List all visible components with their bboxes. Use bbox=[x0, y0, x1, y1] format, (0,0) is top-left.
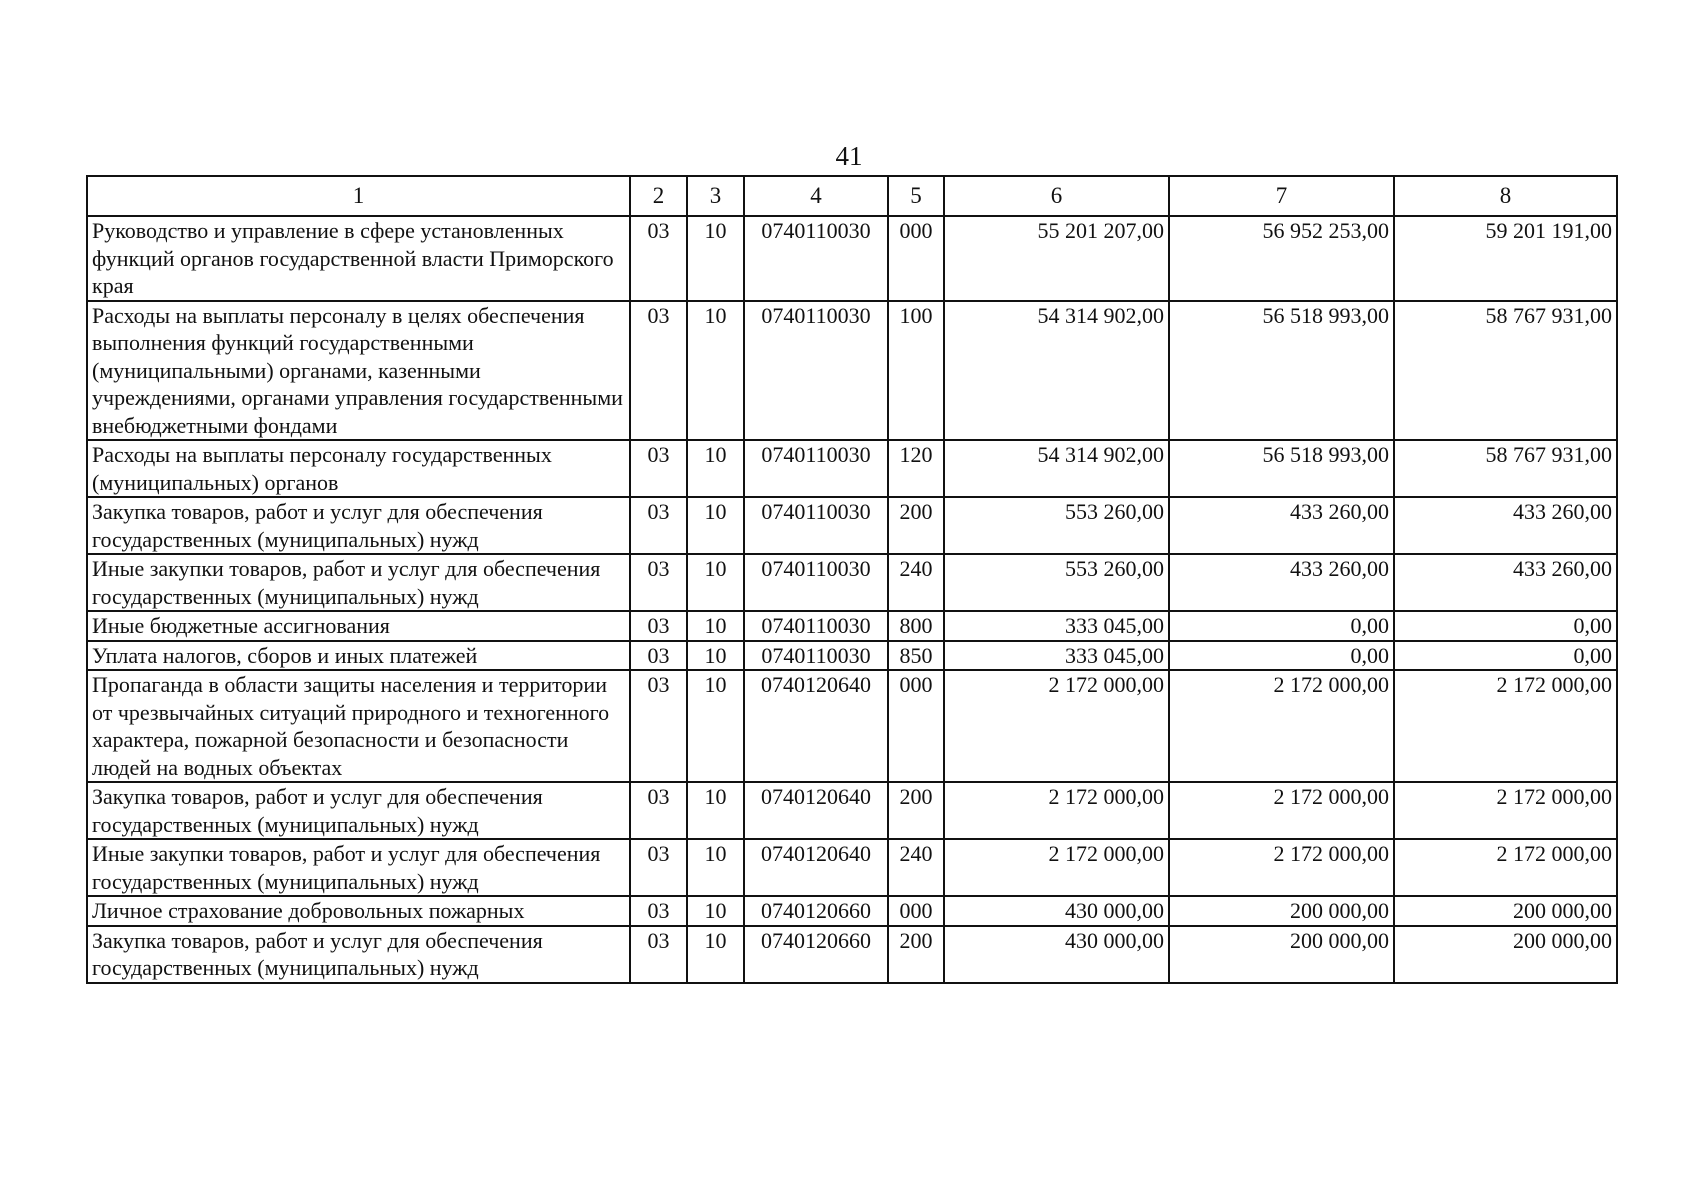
row-amount-col8: 58 767 931,00 bbox=[1394, 301, 1617, 441]
row-amount-col6: 55 201 207,00 bbox=[944, 216, 1169, 301]
row-amount-col7: 0,00 bbox=[1169, 611, 1394, 641]
row-amount-col7: 200 000,00 bbox=[1169, 926, 1394, 983]
row-amount-col8: 200 000,00 bbox=[1394, 896, 1617, 926]
header-col-2: 2 bbox=[630, 176, 687, 216]
row-subsection: 10 bbox=[687, 301, 744, 441]
header-col-6: 6 bbox=[944, 176, 1169, 216]
row-expense-type: 000 bbox=[888, 216, 944, 301]
row-amount-col7: 2 172 000,00 bbox=[1169, 782, 1394, 839]
row-target-code: 0740110030 bbox=[744, 216, 888, 301]
row-target-code: 0740110030 bbox=[744, 497, 888, 554]
row-amount-col7: 433 260,00 bbox=[1169, 497, 1394, 554]
row-name: Пропаганда в области защиты населения и территории от чрезвычайных ситуаций природного и техногенного характера, пожарной безопасности и безопасности людей на водных объектах bbox=[87, 670, 630, 782]
row-target-code: 0740120640 bbox=[744, 839, 888, 896]
row-amount-col6: 54 314 902,00 bbox=[944, 301, 1169, 441]
page-number: 41 bbox=[835, 141, 863, 171]
row-target-code: 0740120640 bbox=[744, 670, 888, 782]
header-col-7: 7 bbox=[1169, 176, 1394, 216]
row-amount-col6: 553 260,00 bbox=[944, 554, 1169, 611]
table-row bbox=[87, 497, 1617, 554]
row-target-code: 0740120640 bbox=[744, 782, 888, 839]
row-name: Уплата налогов, сборов и иных платежей bbox=[87, 641, 630, 671]
table-row bbox=[87, 641, 1617, 671]
row-subsection: 10 bbox=[687, 670, 744, 782]
table-row bbox=[87, 554, 1617, 611]
row-section: 03 bbox=[630, 497, 687, 554]
row-amount-col7: 200 000,00 bbox=[1169, 896, 1394, 926]
row-section: 03 bbox=[630, 670, 687, 782]
row-expense-type: 200 bbox=[888, 497, 944, 554]
row-section: 03 bbox=[630, 554, 687, 611]
table-row bbox=[87, 926, 1617, 983]
row-target-code: 0740110030 bbox=[744, 554, 888, 611]
row-section: 03 bbox=[630, 301, 687, 441]
row-target-code: 0740110030 bbox=[744, 641, 888, 671]
row-section: 03 bbox=[630, 641, 687, 671]
row-expense-type: 850 bbox=[888, 641, 944, 671]
row-amount-col8: 0,00 bbox=[1394, 611, 1617, 641]
row-subsection: 10 bbox=[687, 641, 744, 671]
row-name: Иные закупки товаров, работ и услуг для обеспечения государственных (муниципальных) нужд bbox=[87, 839, 630, 896]
row-amount-col6: 2 172 000,00 bbox=[944, 839, 1169, 896]
table-row bbox=[87, 216, 1617, 301]
row-subsection: 10 bbox=[687, 554, 744, 611]
row-amount-col7: 2 172 000,00 bbox=[1169, 670, 1394, 782]
row-name: Руководство и управление в сфере установленных функций органов государственной власти Приморского края bbox=[87, 216, 630, 301]
row-amount-col6: 2 172 000,00 bbox=[944, 670, 1169, 782]
row-name: Закупка товаров, работ и услуг для обеспечения государственных (муниципальных) нужд bbox=[87, 782, 630, 839]
row-amount-col8: 2 172 000,00 bbox=[1394, 670, 1617, 782]
row-name: Закупка товаров, работ и услуг для обеспечения государственных (муниципальных) нужд bbox=[87, 926, 630, 983]
row-section: 03 bbox=[630, 782, 687, 839]
row-expense-type: 100 bbox=[888, 301, 944, 441]
row-name: Расходы на выплаты персоналу государственных (муниципальных) органов bbox=[87, 440, 630, 497]
row-section: 03 bbox=[630, 216, 687, 301]
row-subsection: 10 bbox=[687, 611, 744, 641]
row-amount-col6: 430 000,00 bbox=[944, 896, 1169, 926]
row-amount-col6: 430 000,00 bbox=[944, 926, 1169, 983]
header-col-8: 8 bbox=[1394, 176, 1617, 216]
row-amount-col6: 333 045,00 bbox=[944, 641, 1169, 671]
row-amount-col8: 200 000,00 bbox=[1394, 926, 1617, 983]
row-target-code: 0740110030 bbox=[744, 611, 888, 641]
row-amount-col8: 433 260,00 bbox=[1394, 554, 1617, 611]
row-target-code: 0740110030 bbox=[744, 301, 888, 441]
row-subsection: 10 bbox=[687, 216, 744, 301]
row-expense-type: 120 bbox=[888, 440, 944, 497]
row-amount-col8: 2 172 000,00 bbox=[1394, 782, 1617, 839]
row-section: 03 bbox=[630, 896, 687, 926]
table-row bbox=[87, 301, 1617, 441]
table-row bbox=[87, 782, 1617, 839]
row-section: 03 bbox=[630, 926, 687, 983]
row-name: Расходы на выплаты персоналу в целях обеспечения выполнения функций государственными (муниципальными) органами, казенными учреждениями, органами управления государственными внебюджетными фондами bbox=[87, 301, 630, 441]
budget-table bbox=[86, 175, 1618, 984]
row-subsection: 10 bbox=[687, 440, 744, 497]
row-section: 03 bbox=[630, 839, 687, 896]
row-amount-col6: 333 045,00 bbox=[944, 611, 1169, 641]
row-amount-col7: 0,00 bbox=[1169, 641, 1394, 671]
row-name: Личное страхование добровольных пожарных bbox=[87, 896, 630, 926]
row-subsection: 10 bbox=[687, 839, 744, 896]
header-col-1: 1 bbox=[87, 176, 630, 216]
row-target-code: 0740120660 bbox=[744, 926, 888, 983]
row-section: 03 bbox=[630, 611, 687, 641]
row-amount-col7: 56 518 993,00 bbox=[1169, 301, 1394, 441]
row-amount-col8: 0,00 bbox=[1394, 641, 1617, 671]
header-col-4: 4 bbox=[744, 176, 888, 216]
table-row bbox=[87, 839, 1617, 896]
row-name: Закупка товаров, работ и услуг для обеспечения государственных (муниципальных) нужд bbox=[87, 497, 630, 554]
row-expense-type: 200 bbox=[888, 782, 944, 839]
row-amount-col7: 56 952 253,00 bbox=[1169, 216, 1394, 301]
header-col-3: 3 bbox=[687, 176, 744, 216]
row-name: Иные бюджетные ассигнования bbox=[87, 611, 630, 641]
row-expense-type: 240 bbox=[888, 839, 944, 896]
row-expense-type: 000 bbox=[888, 670, 944, 782]
row-name: Иные закупки товаров, работ и услуг для обеспечения государственных (муниципальных) нужд bbox=[87, 554, 630, 611]
row-amount-col8: 2 172 000,00 bbox=[1394, 839, 1617, 896]
row-amount-col8: 58 767 931,00 bbox=[1394, 440, 1617, 497]
row-expense-type: 000 bbox=[888, 896, 944, 926]
row-expense-type: 240 bbox=[888, 554, 944, 611]
row-amount-col8: 433 260,00 bbox=[1394, 497, 1617, 554]
row-subsection: 10 bbox=[687, 926, 744, 983]
table-row bbox=[87, 611, 1617, 641]
header-col-5: 5 bbox=[888, 176, 944, 216]
row-amount-col6: 2 172 000,00 bbox=[944, 782, 1169, 839]
row-expense-type: 200 bbox=[888, 926, 944, 983]
row-expense-type: 800 bbox=[888, 611, 944, 641]
row-amount-col7: 2 172 000,00 bbox=[1169, 839, 1394, 896]
row-target-code: 0740120660 bbox=[744, 896, 888, 926]
row-section: 03 bbox=[630, 440, 687, 497]
table-row bbox=[87, 670, 1617, 782]
row-subsection: 10 bbox=[687, 497, 744, 554]
header-row bbox=[87, 176, 1617, 216]
row-subsection: 10 bbox=[687, 782, 744, 839]
row-amount-col8: 59 201 191,00 bbox=[1394, 216, 1617, 301]
row-amount-col7: 433 260,00 bbox=[1169, 554, 1394, 611]
row-amount-col7: 56 518 993,00 bbox=[1169, 440, 1394, 497]
table-row bbox=[87, 896, 1617, 926]
table-row bbox=[87, 440, 1617, 497]
row-target-code: 0740110030 bbox=[744, 440, 888, 497]
row-amount-col6: 54 314 902,00 bbox=[944, 440, 1169, 497]
row-subsection: 10 bbox=[687, 896, 744, 926]
row-amount-col6: 553 260,00 bbox=[944, 497, 1169, 554]
